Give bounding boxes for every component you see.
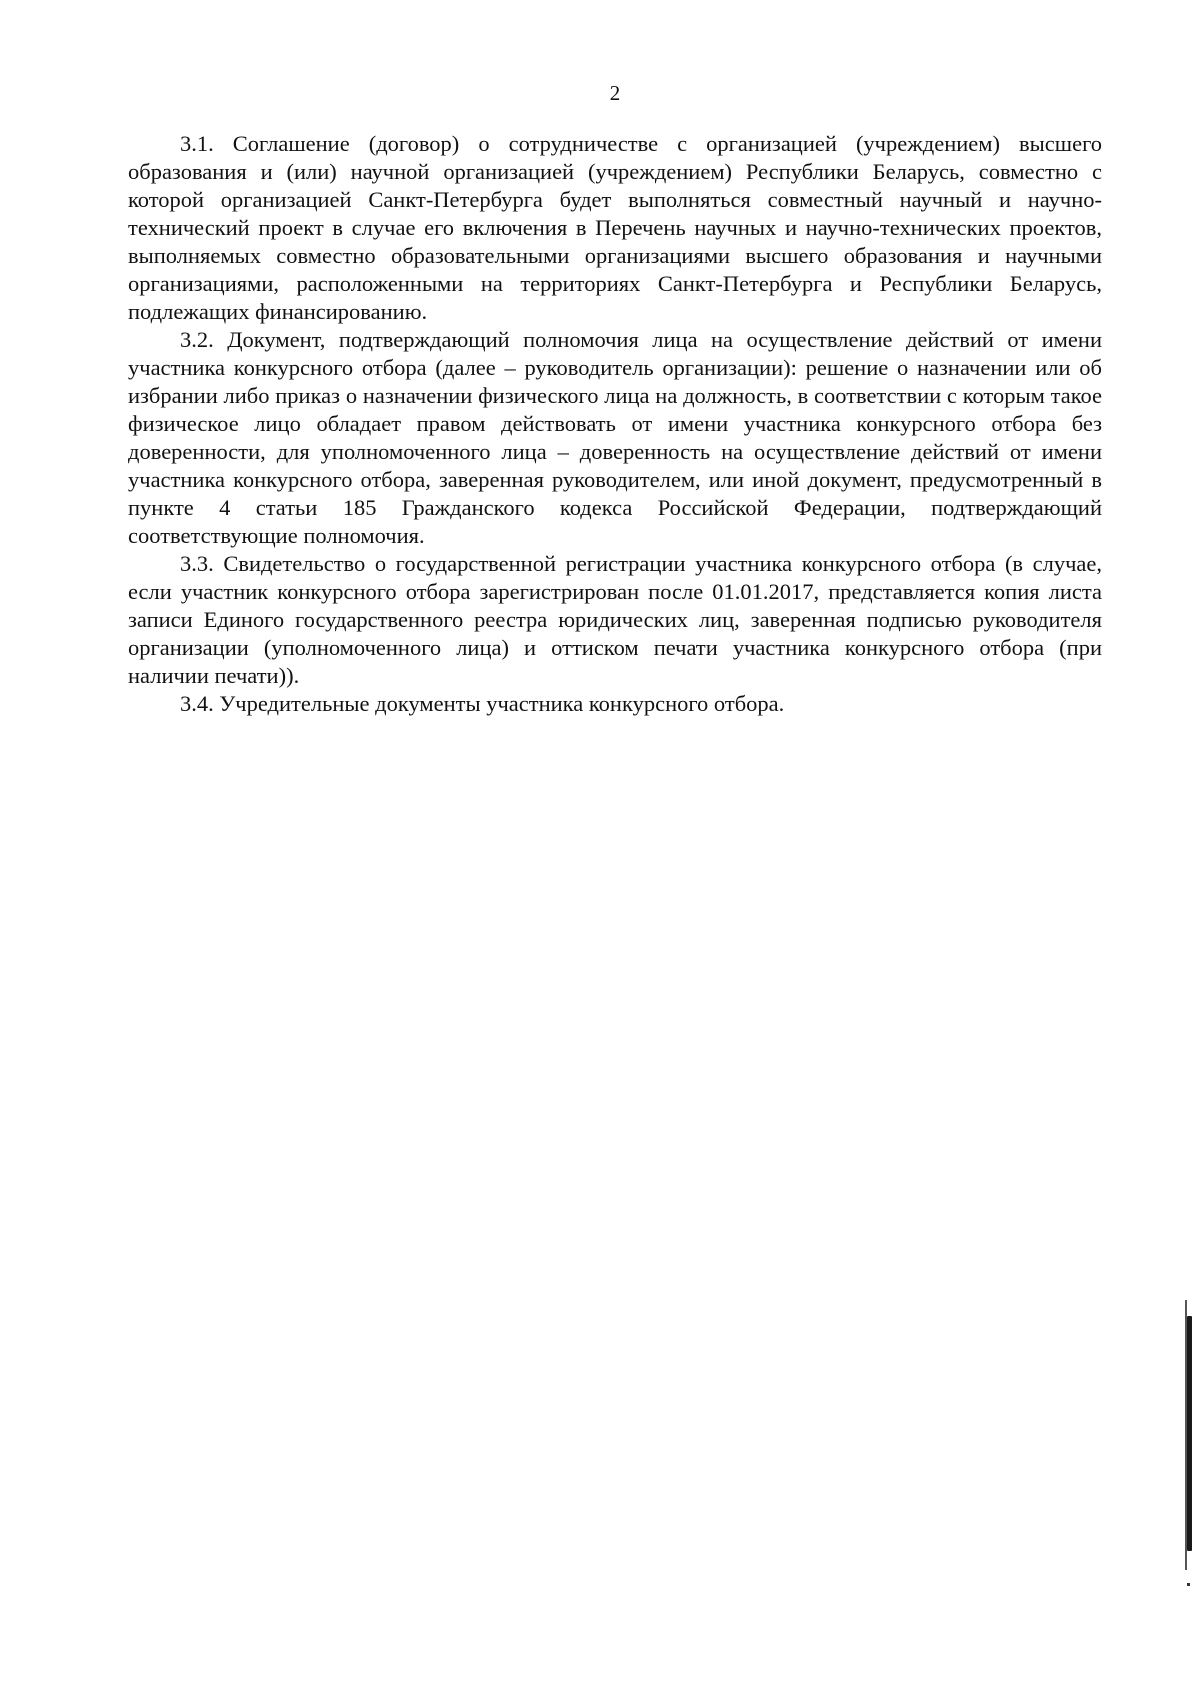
- scan-dot: [1187, 1583, 1190, 1586]
- paragraph-3-4: 3.4. Учредительные документы участника конкурсного отбора.: [180, 691, 785, 716]
- paragraph-3-3: 3.3. Свидетельство о государственной регистрации участника конкурсного отбора (в случае, если участник конкурсного отбора зарегистрирован после 01.01.2017, представляется копия листа записи Единого государственного реестра юридических лиц, заверенная подписью руководителя организации (уполномоченного лица) и оттиском печати участника конкурсного отбора (при наличии печати)).: [128, 551, 1102, 688]
- paragraph-3-2: 3.2. Документ, подтверждающий полномочия лица на осуществление действий от имени участника конкурсного отбора (далее – руководитель организации): решение о назначении или об избрании либо приказ о назначении физического лица на должность, в соответствии с которым такое физическое лицо обладает правом действовать от имени участника конкурсного отбора без доверенности, для уполномоченного лица – доверенность на осуществление действий от имени участника конкурсного отбора, заверенная руководителем, или иной документ, предусмотренный в пункте 4 статьи 185 Гражданского кодекса Российской Федерации, подтверждающий соответствующие полномочия.: [128, 327, 1102, 548]
- scan-edge-mark: [1187, 1316, 1192, 1551]
- paragraph-3-1: 3.1. Соглашение (договор) о сотрудничестве с организацией (учреждением) высшего образования и (или) научной организацией (учреждением) Республики Беларусь, совместно с которой организацией Санкт-Петербурга будет выполняться совместный научный и научно-технический проект в случае его включения в Перечень научных и научно-технических проектов, выполняемых совместно образовательными организациями высшего образования и научными организациями, расположенными на территориях Санкт-Петербурга и Республики Беларусь, подлежащих финансированию.: [128, 131, 1102, 324]
- document-body: [128, 130, 1102, 718]
- page-number: 2: [609, 81, 621, 105]
